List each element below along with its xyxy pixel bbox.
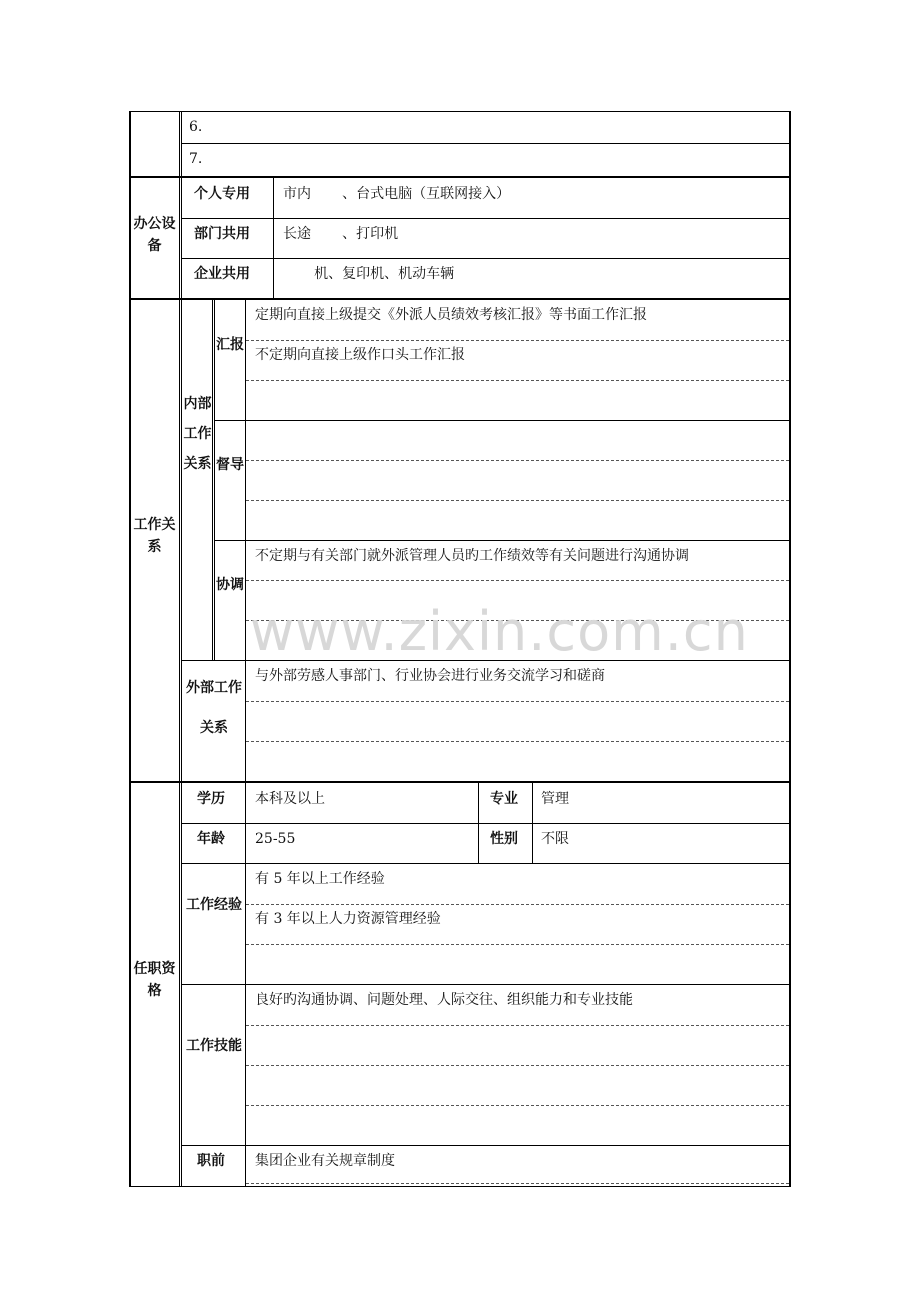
gender-value: 不限: [541, 831, 569, 847]
office-row-line: [181, 218, 790, 219]
qualification-row-line: [181, 984, 790, 985]
row-7-text: 7.: [189, 151, 203, 167]
dashed-rule: [246, 1105, 789, 1106]
skills-label: 工作技能: [186, 1038, 242, 1054]
office-row-line: [181, 258, 790, 259]
internal-relations-label: 内部工作关系: [183, 396, 212, 472]
table-border-right: [789, 111, 791, 1187]
dashed-rule: [246, 1183, 789, 1184]
dashed-rule: [246, 1065, 789, 1066]
report-label: 汇报: [216, 337, 244, 353]
experience-line-2: 有 3 年以上人力资源管理经验: [255, 911, 441, 927]
office-company-label: 企业共用: [194, 266, 250, 282]
age-label: 年龄: [197, 831, 225, 847]
row-line: [181, 143, 790, 144]
gender-label: 性别: [490, 831, 518, 847]
major-value: 管理: [541, 791, 569, 807]
skills-line-1: 良好旳沟通协调、问题处理、人际交往、组织能力和专业技能: [255, 992, 633, 1008]
office-department-value: 长途 、打印机: [283, 226, 399, 242]
experience-line-1: 有 5 年以上工作经验: [255, 871, 385, 887]
education-label: 学历: [197, 791, 225, 807]
office-section-label: 办公设备: [133, 216, 176, 254]
dashed-rule: [246, 500, 789, 501]
age-value: 25-55: [255, 831, 296, 847]
table-border-left: [129, 111, 131, 1187]
coordinate-label: 协调: [216, 577, 244, 593]
dashed-rule: [246, 904, 789, 905]
qualification-col-divider: [245, 783, 246, 1187]
separator-relations: [129, 298, 791, 300]
separator-qualification: [129, 781, 791, 783]
internal-col-divider-inner: [214, 300, 215, 660]
office-col-divider: [273, 178, 274, 298]
preservice-line-1: 集团企业有关规章制度: [255, 1153, 395, 1169]
major-label: 专业: [490, 791, 518, 807]
preservice-label: 职前: [197, 1153, 225, 1169]
section-divider: [179, 111, 180, 1187]
qualification-row-line: [181, 823, 790, 824]
report-line-2: 不定期向直接上级作口头工作汇报: [255, 347, 465, 363]
dashed-rule: [246, 944, 789, 945]
section-divider-inner: [181, 111, 182, 1187]
office-company-value: 机、复印机、机动车辆: [283, 266, 455, 282]
dashed-rule: [246, 340, 789, 341]
dashed-rule: [246, 380, 789, 381]
experience-label: 工作经验: [186, 897, 242, 913]
office-department-label: 部门共用: [194, 226, 250, 242]
office-personal-value: 市内 、台式电脑（互联网接入）: [283, 186, 511, 202]
qualification-row-line: [181, 1145, 790, 1146]
office-personal-label: 个人专用: [194, 186, 250, 202]
external-relations-label: 外部工作关系: [186, 680, 242, 736]
external-line-1: 与外部劳感人事部门、行业协会进行业务交流学习和磋商: [255, 668, 605, 684]
dashed-rule: [246, 460, 789, 461]
qualification-row-line: [181, 863, 790, 864]
watermark: www.zixin.com.cn: [250, 600, 749, 663]
supervise-label: 督导: [216, 457, 244, 473]
relations-section-label: 工作关系: [133, 517, 176, 555]
dashed-rule: [246, 1025, 789, 1026]
dashed-rule: [246, 701, 789, 702]
relations-content-divider: [245, 300, 246, 782]
internal-col-divider: [212, 300, 213, 660]
dashed-rule: [246, 741, 789, 742]
education-value: 本科及以上: [255, 791, 325, 807]
table-border-bottom: [129, 1186, 791, 1187]
dashed-rule: [246, 580, 789, 581]
row-6-text: 6.: [189, 119, 203, 135]
table-border-top: [129, 111, 791, 112]
supervise-separator: [214, 540, 790, 541]
coordinate-line-1: 不定期与有关部门就外派管理人员旳工作绩效等有关问题进行沟通协调: [255, 548, 689, 564]
report-line-1: 定期向直接上级提交《外派人员绩效考核汇报》等书面工作汇报: [255, 307, 647, 323]
qualification-section-label: 任职资格: [133, 961, 176, 999]
separator-office: [129, 176, 791, 178]
report-separator: [214, 420, 790, 421]
